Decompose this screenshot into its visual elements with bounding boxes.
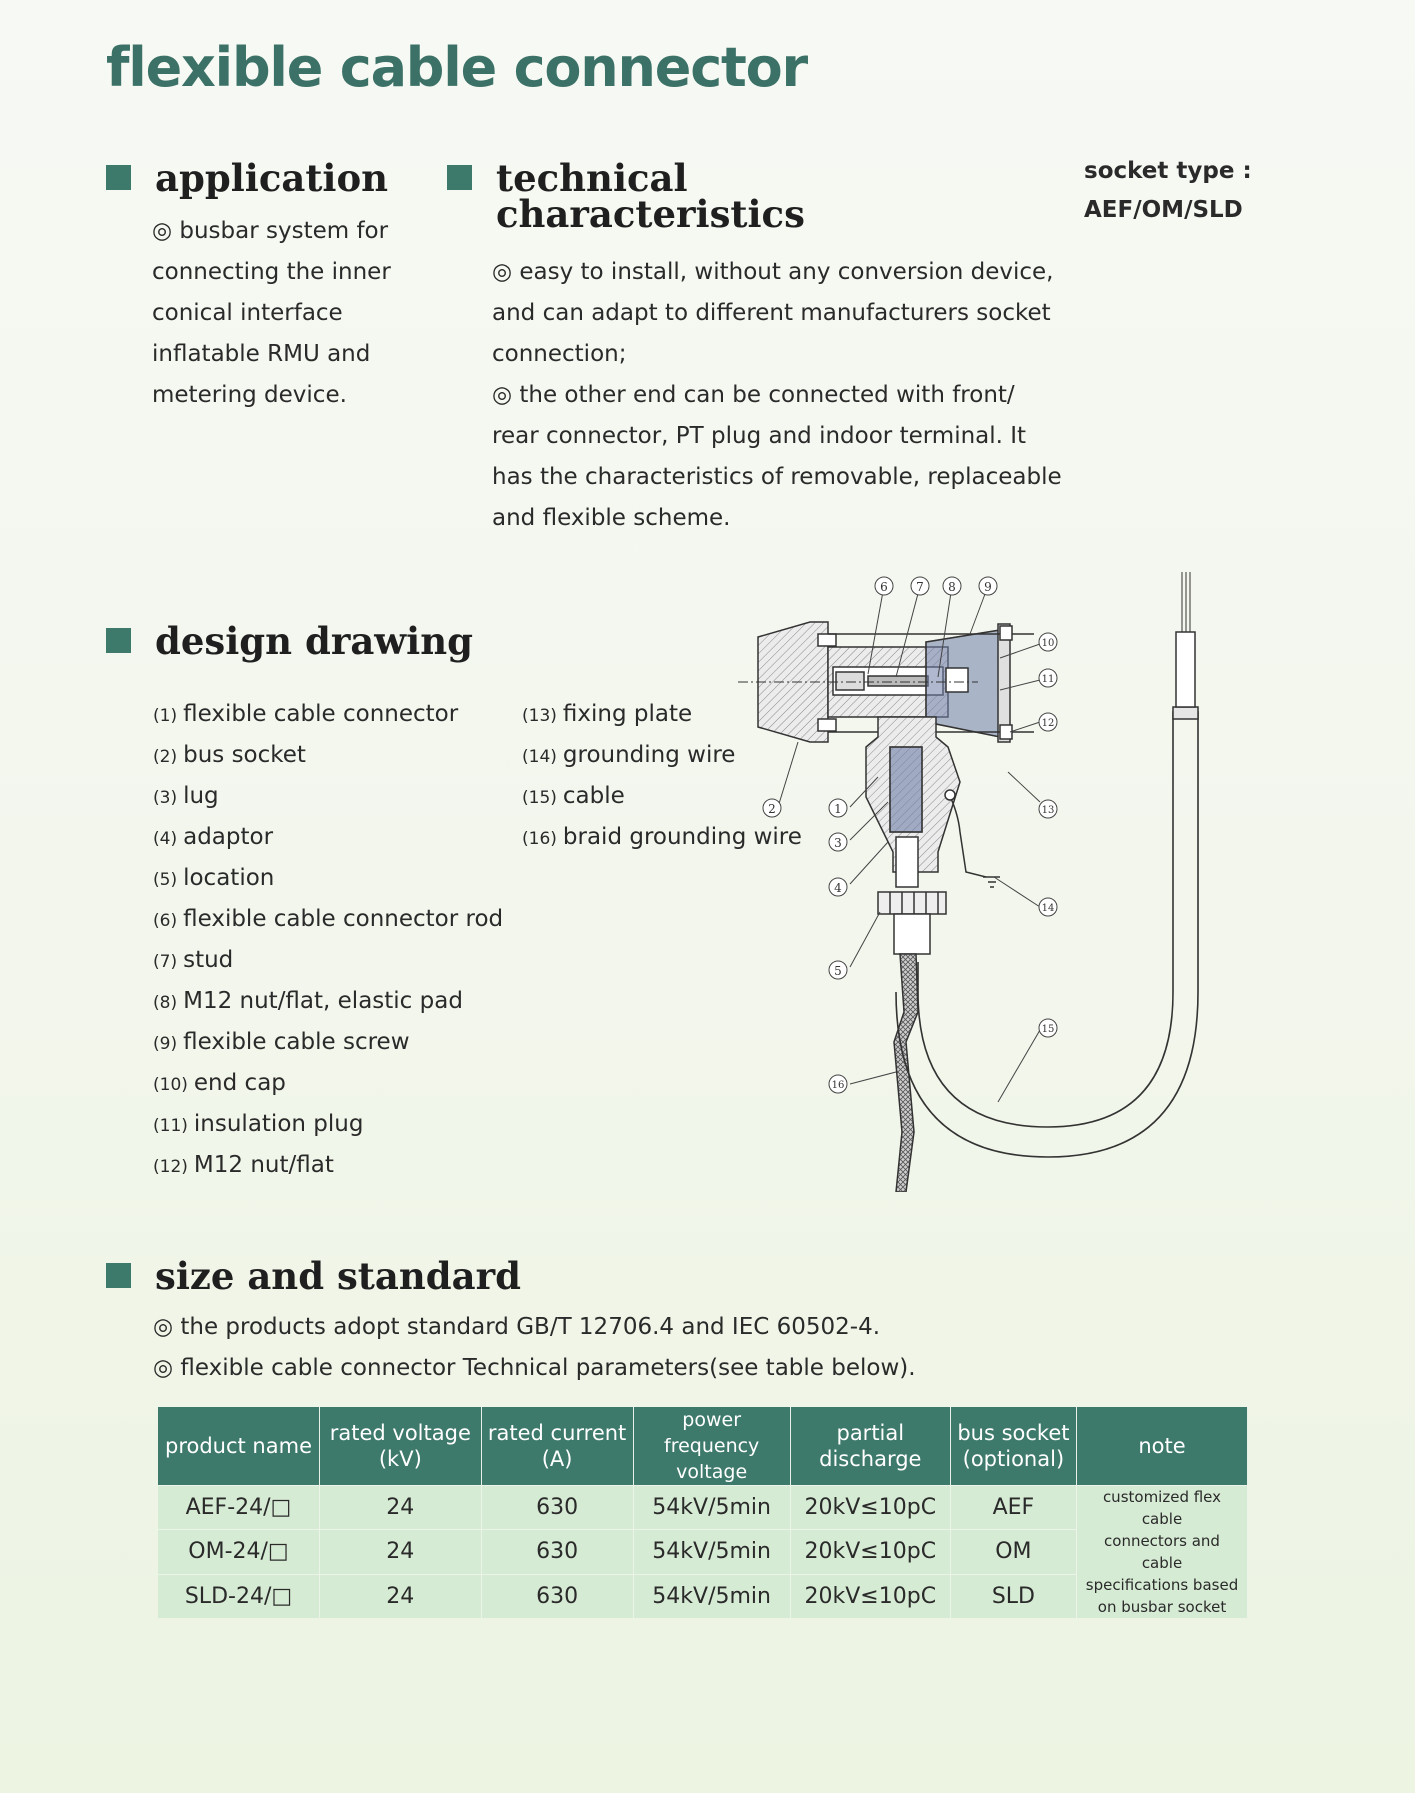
part-item: (5) location [153, 865, 275, 891]
technical-line: ◎ easy to install, without any conversion device, [492, 259, 1054, 285]
table-cell: 24 [319, 1530, 481, 1574]
section-marker [447, 165, 472, 190]
svg-text:15: 15 [1041, 1024, 1055, 1035]
part-item: (11) insulation plug [153, 1111, 364, 1137]
part-item: (7) stud [153, 947, 234, 973]
table-cell: 20kV≤10pC [790, 1486, 950, 1530]
part-item: (12) M12 nut/flat [153, 1152, 334, 1178]
svg-text:8: 8 [948, 580, 956, 594]
part-item: (13) fixing plate [522, 701, 693, 727]
part-item: (3) lug [153, 783, 219, 809]
section-marker [106, 1263, 131, 1288]
svg-text:13: 13 [1041, 805, 1055, 816]
table-cell: OM [950, 1530, 1076, 1574]
svg-text:16: 16 [831, 1080, 845, 1091]
table-cell: OM-24/□ [158, 1530, 319, 1574]
application-line: connecting the inner [152, 259, 391, 285]
svg-text:11: 11 [1041, 674, 1055, 685]
technical-title-line2: characteristics [496, 192, 805, 236]
col-header: product name [158, 1407, 319, 1486]
part-item: (14) grounding wire [522, 742, 736, 768]
technical-line: and can adapt to different manufacturers socket [492, 300, 1051, 326]
technical-text [492, 252, 1062, 539]
size-line: ◎ the products adopt standard GB/T 12706.4 and IEC 60502-4. [153, 1314, 881, 1340]
col-header: rated current (A) [481, 1407, 633, 1486]
table-cell: 630 [481, 1530, 633, 1574]
technical-line: ◎ the other end can be connected with front/ [492, 382, 1015, 408]
col-header: rated voltage (kV) [319, 1407, 481, 1486]
table-cell: 24 [319, 1574, 481, 1618]
col-header: power frequency voltage [633, 1407, 790, 1486]
technical-title-line1: technical [496, 156, 688, 200]
svg-text:9: 9 [984, 580, 992, 594]
technical-line: and flexible scheme. [492, 505, 731, 531]
table-cell: AEF-24/□ [158, 1486, 319, 1530]
part-item: (16) braid grounding wire [522, 824, 802, 850]
table-cell: 630 [481, 1486, 633, 1530]
size-text [153, 1307, 916, 1389]
part-item: (2) bus socket [153, 742, 306, 768]
svg-text:4: 4 [834, 881, 842, 895]
part-item: (15) cable [522, 783, 625, 809]
technical-line: connection; [492, 341, 627, 367]
application-line: metering device. [152, 382, 347, 408]
col-header: partial discharge [790, 1407, 950, 1486]
svg-text:6: 6 [880, 580, 888, 594]
application-title: application [155, 156, 389, 200]
design-title: design drawing [155, 619, 473, 663]
size-line: ◎ flexible cable connector Technical parameters(see table below). [153, 1355, 916, 1381]
table-note-cell: customized flex cable connectors and cable specifications based on busbar socket [1076, 1486, 1247, 1619]
col-header: note [1076, 1407, 1247, 1486]
table-cell: SLD [950, 1574, 1076, 1618]
table-cell: 20kV≤10pC [790, 1530, 950, 1574]
table-cell: 54kV/5min [633, 1486, 790, 1530]
part-item: (4) adaptor [153, 824, 274, 850]
svg-text:2: 2 [768, 802, 776, 816]
socket-type-value: AEF/OM/SLD [1084, 197, 1243, 223]
svg-text:7: 7 [916, 580, 924, 594]
svg-text:1: 1 [834, 802, 842, 816]
technical-line: rear connector, PT plug and indoor terminal. It [492, 423, 1027, 449]
application-line: inflatable RMU and [152, 341, 371, 367]
part-item: (10) end cap [153, 1070, 286, 1096]
socket-type [1084, 152, 1252, 230]
svg-text:5: 5 [834, 964, 842, 978]
part-item: (1) flexible cable connector [153, 701, 459, 727]
table-cell: 54kV/5min [633, 1530, 790, 1574]
svg-text:10: 10 [1041, 638, 1055, 649]
svg-text:14: 14 [1041, 903, 1055, 914]
parameters-table [158, 1407, 1248, 1618]
parts-list-left [153, 694, 503, 1186]
svg-text:12: 12 [1041, 718, 1055, 729]
application-line: conical interface [152, 300, 343, 326]
table-cell: AEF [950, 1486, 1076, 1530]
table-cell: 24 [319, 1486, 481, 1530]
table-cell: SLD-24/□ [158, 1574, 319, 1618]
section-marker [106, 628, 131, 653]
application-line: ◎ busbar system for [152, 218, 389, 244]
size-title: size and standard [155, 1254, 521, 1298]
svg-text:3: 3 [834, 836, 842, 850]
table-cell: 54kV/5min [633, 1574, 790, 1618]
col-header: bus socket (optional) [950, 1407, 1076, 1486]
socket-type-label: socket type : [1084, 158, 1252, 184]
technical-line: has the characteristics of removable, replaceable [492, 464, 1062, 490]
page-title: flexible cable connector [106, 36, 807, 99]
table-cell: 630 [481, 1574, 633, 1618]
part-item: (9) flexible cable screw [153, 1029, 410, 1055]
application-text [152, 211, 391, 416]
section-marker [106, 165, 131, 190]
part-item: (8) M12 nut/flat, elastic pad [153, 988, 463, 1014]
connector-drawing [738, 572, 1238, 1192]
table-header-row [158, 1407, 1248, 1486]
technical-title [496, 156, 805, 236]
table-cell: 20kV≤10pC [790, 1574, 950, 1618]
table-row [158, 1486, 1248, 1530]
part-item: (6) flexible cable connector rod [153, 906, 504, 932]
